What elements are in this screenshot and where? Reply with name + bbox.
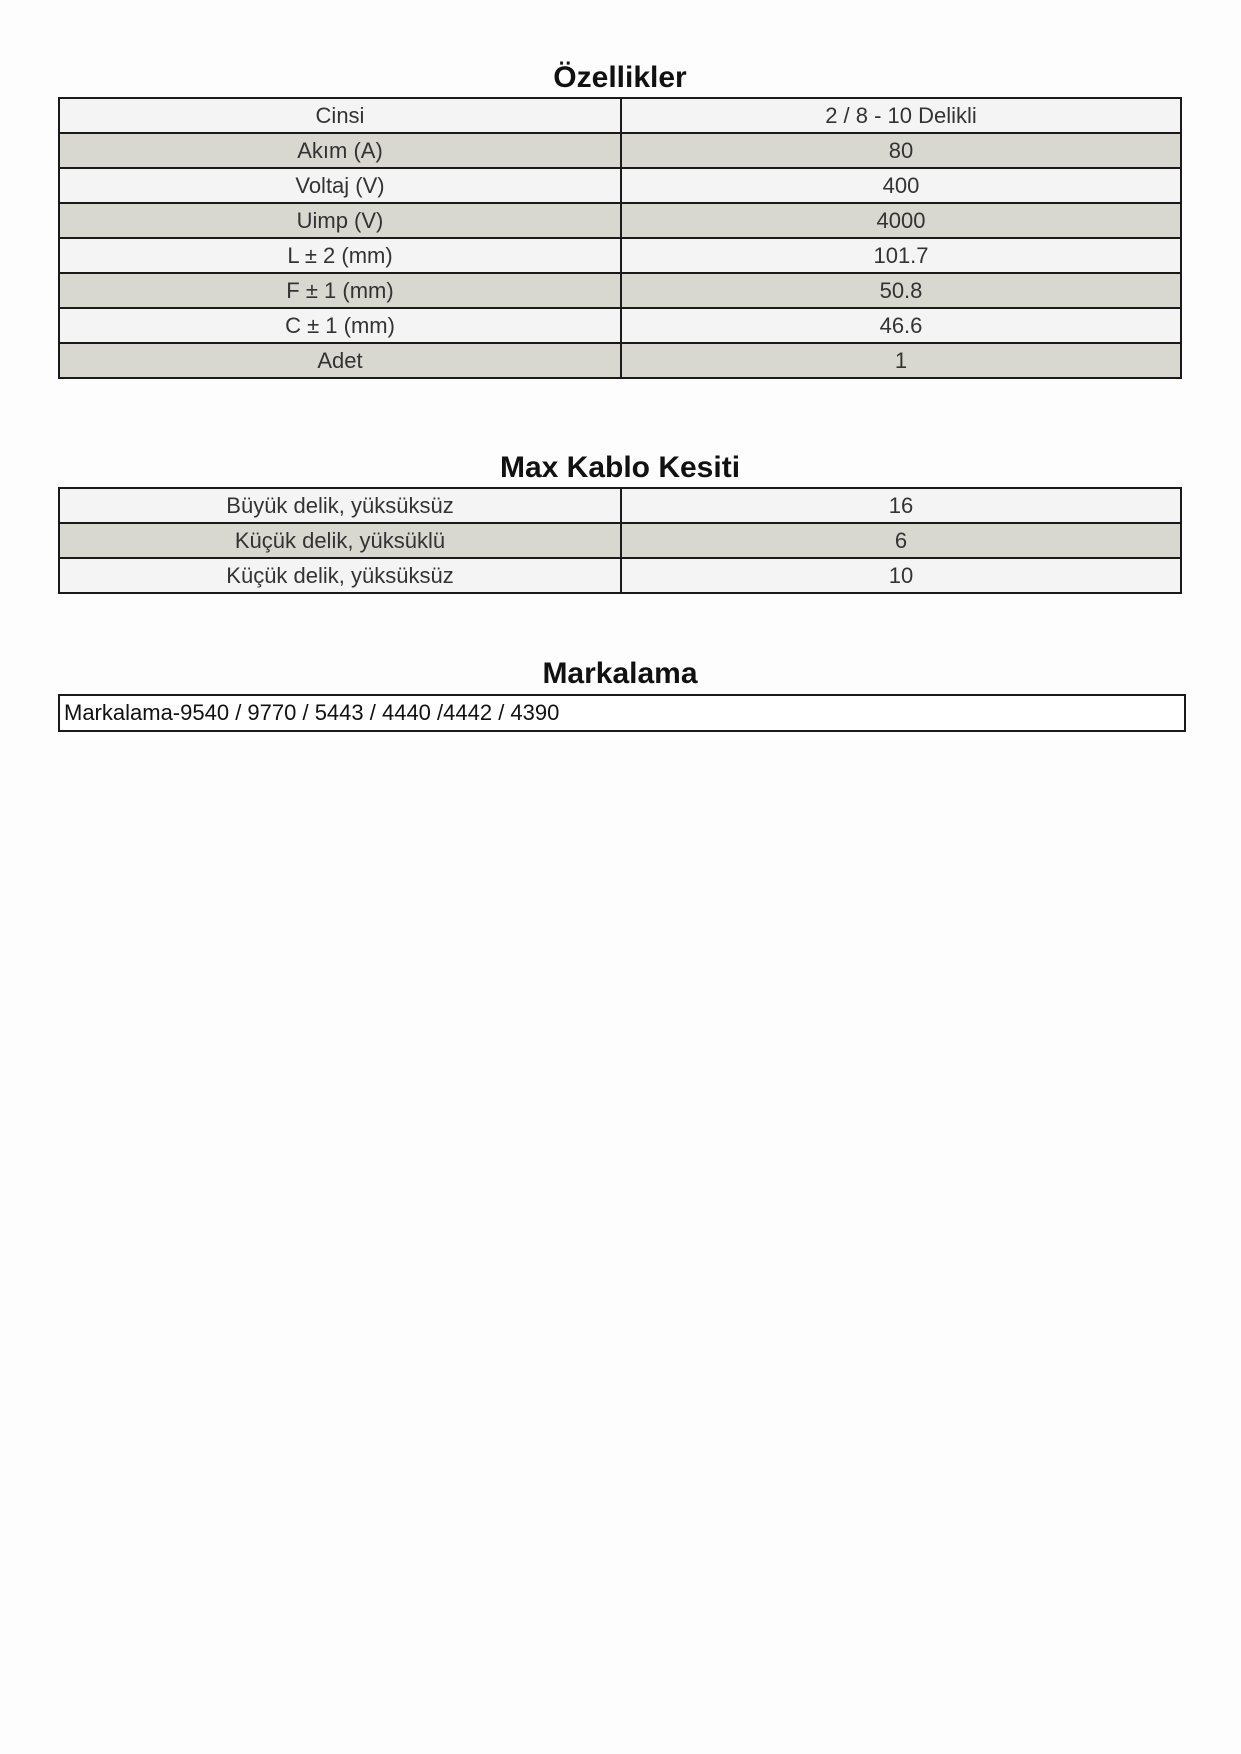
table-row bbox=[59, 168, 1181, 203]
ozellikler-table bbox=[58, 97, 1182, 379]
spec-value: 46.6 bbox=[621, 308, 1181, 343]
spec-label: L ± 2 (mm) bbox=[59, 238, 621, 273]
spec-label: Küçük delik, yüksüksüz bbox=[59, 558, 621, 593]
spec-label: Adet bbox=[59, 343, 621, 378]
table-row bbox=[59, 558, 1181, 593]
table-row bbox=[59, 238, 1181, 273]
spec-label: Cinsi bbox=[59, 98, 621, 133]
max-kablo-table bbox=[58, 487, 1182, 594]
table-row bbox=[59, 523, 1181, 558]
spec-value: 6 bbox=[621, 523, 1181, 558]
spec-label: Voltaj (V) bbox=[59, 168, 621, 203]
spec-value: 80 bbox=[621, 133, 1181, 168]
spec-value: 1 bbox=[621, 343, 1181, 378]
table-row bbox=[59, 273, 1181, 308]
ozellikler-title: Özellikler bbox=[553, 61, 687, 94]
table-row bbox=[59, 133, 1181, 168]
spec-label: Küçük delik, yüksüklü bbox=[59, 523, 621, 558]
table-row bbox=[59, 343, 1181, 378]
spec-value: 10 bbox=[621, 558, 1181, 593]
spec-value: 4000 bbox=[621, 203, 1181, 238]
markalama-box bbox=[58, 694, 1186, 732]
spec-label: Akım (A) bbox=[59, 133, 621, 168]
spec-label: C ± 1 (mm) bbox=[59, 308, 621, 343]
markalama-title: Markalama bbox=[542, 657, 698, 690]
spec-value: 16 bbox=[621, 488, 1181, 523]
spec-label: Büyük delik, yüksüksüz bbox=[59, 488, 621, 523]
table-row bbox=[59, 98, 1181, 133]
table-row bbox=[59, 308, 1181, 343]
spec-label: F ± 1 (mm) bbox=[59, 273, 621, 308]
markalama-text: Markalama-9540 / 9770 / 5443 / 4440 /4442 / 4390 bbox=[64, 700, 560, 725]
max-kablo-title: Max Kablo Kesiti bbox=[499, 451, 741, 484]
spec-value: 50.8 bbox=[621, 273, 1181, 308]
spec-label: Uimp (V) bbox=[59, 203, 621, 238]
spec-value: 101.7 bbox=[621, 238, 1181, 273]
table-row bbox=[59, 203, 1181, 238]
spec-value: 400 bbox=[621, 168, 1181, 203]
table-row bbox=[59, 488, 1181, 523]
spec-value: 2 / 8 - 10 Delikli bbox=[621, 98, 1181, 133]
